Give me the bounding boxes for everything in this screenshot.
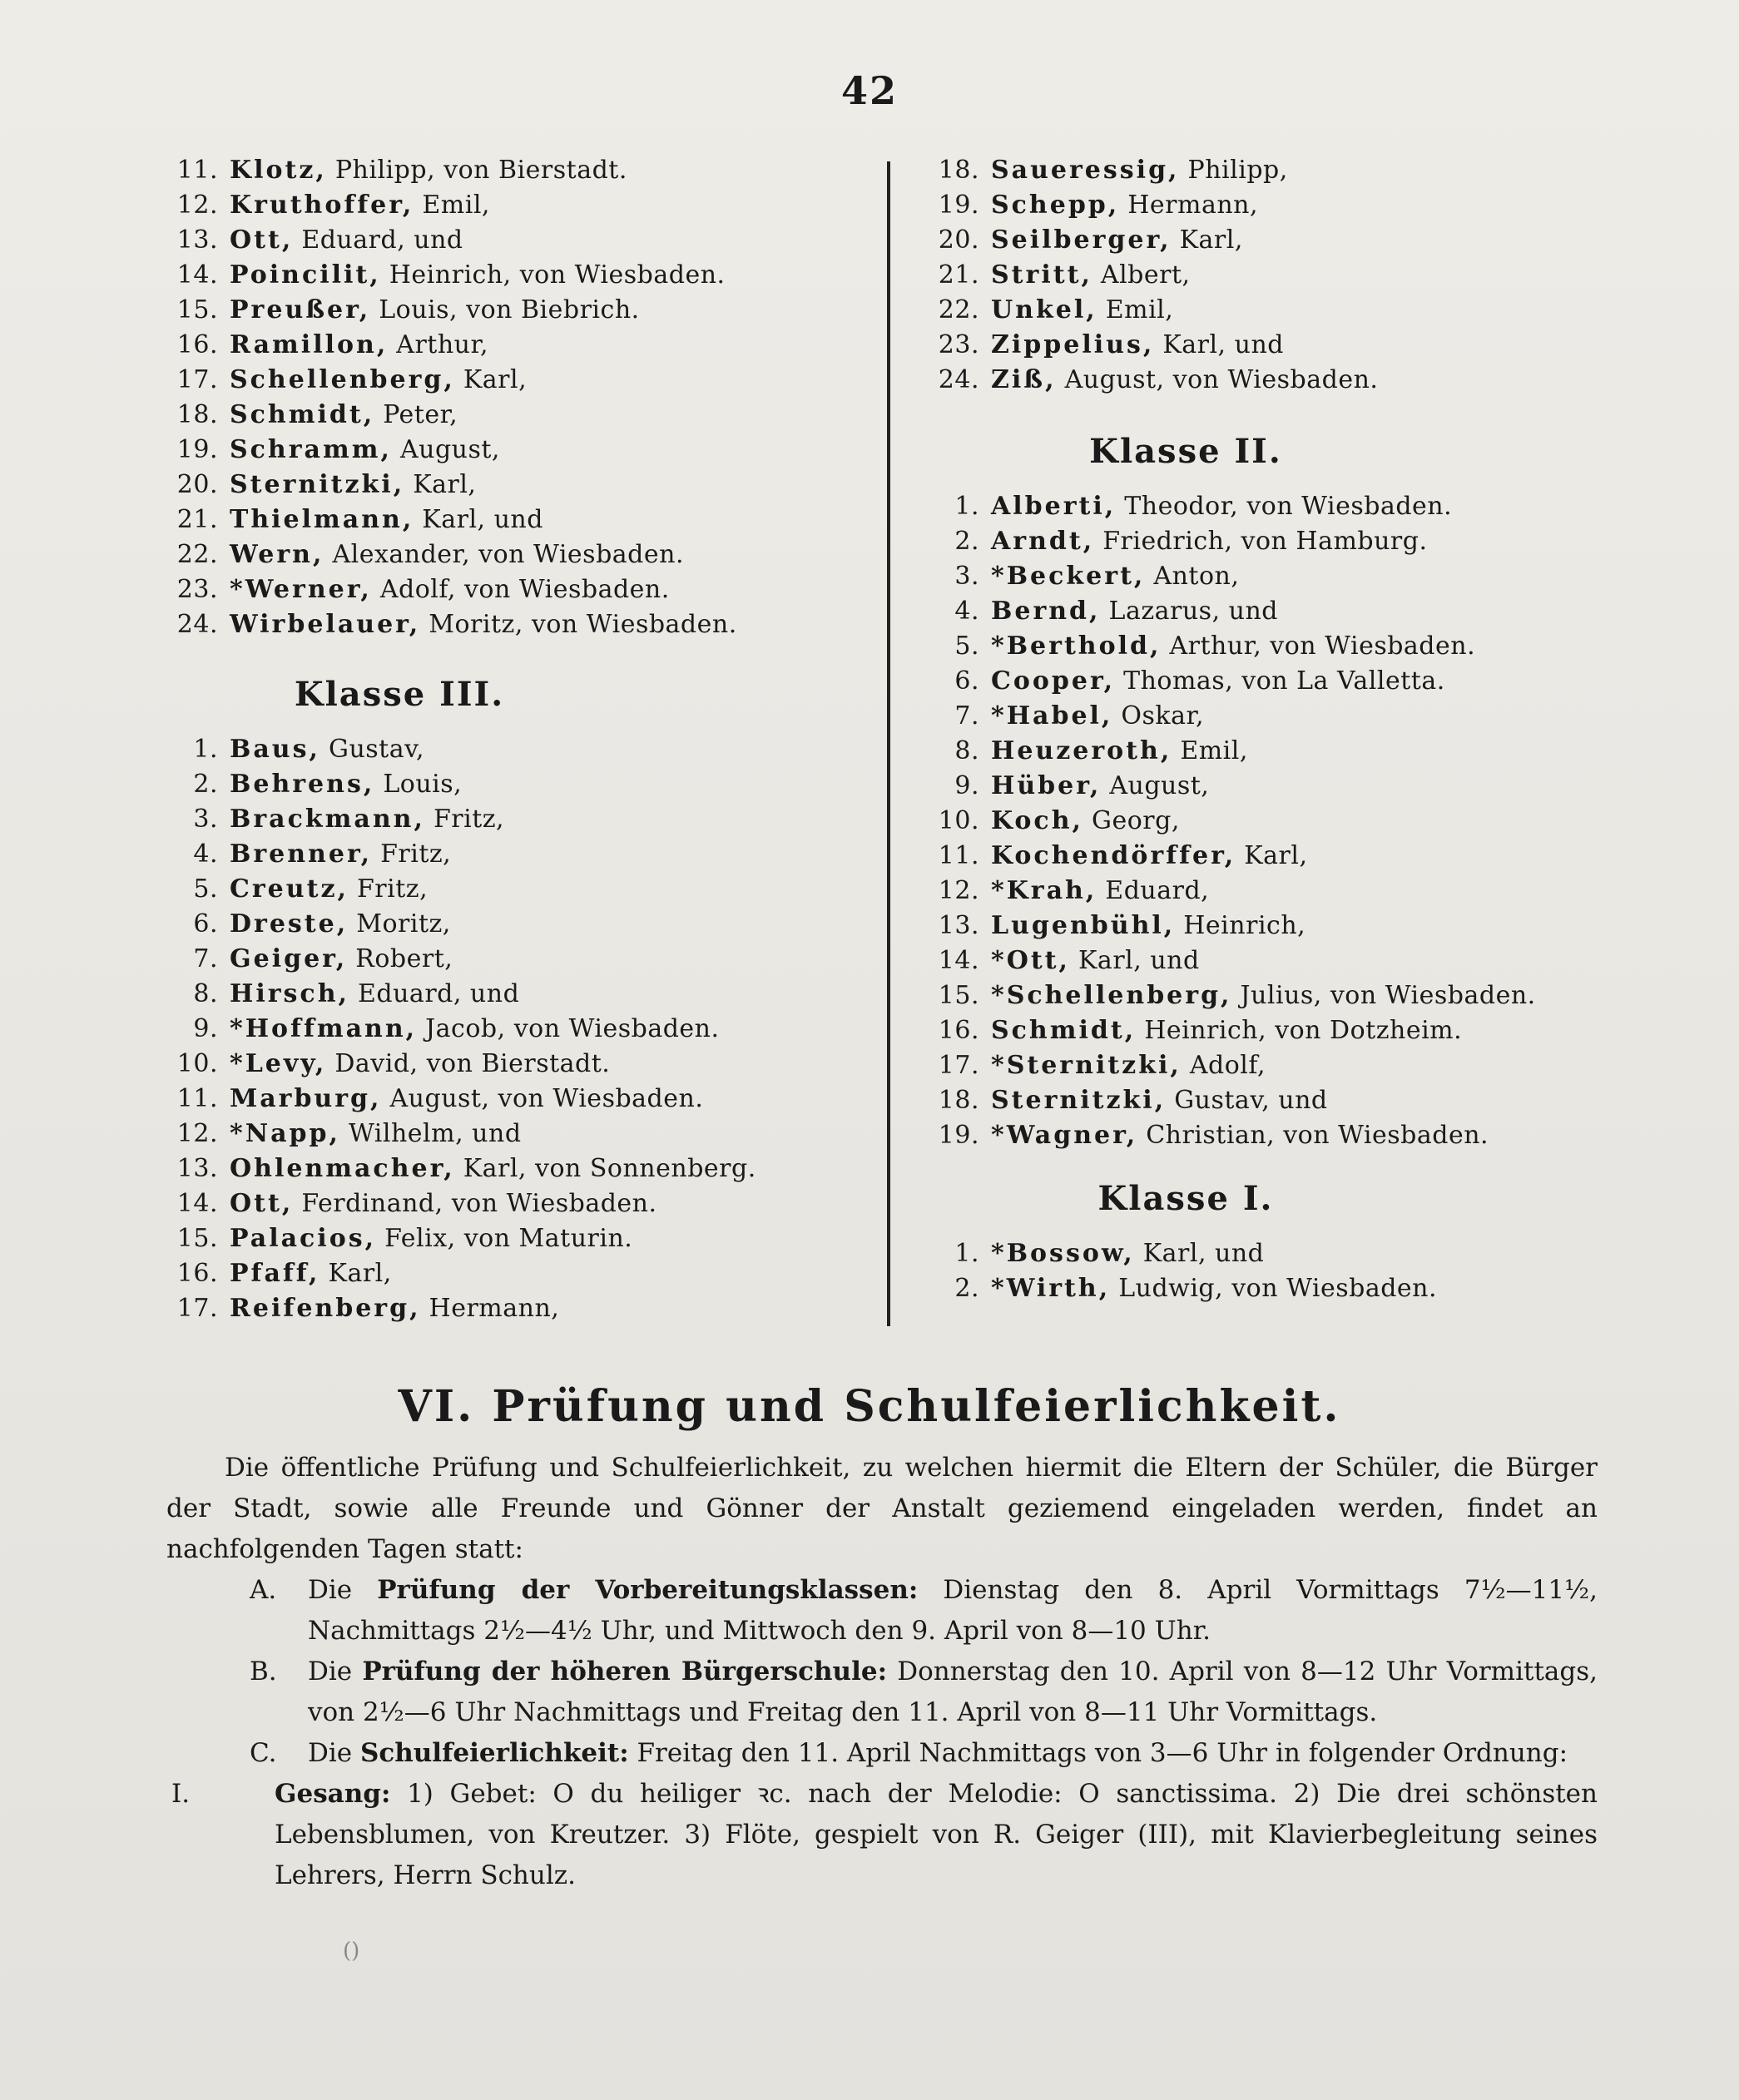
list-item-details: Jacob, von Wiesbaden. <box>417 1014 720 1043</box>
list-item-number: 22. <box>176 540 218 569</box>
schedule-item-label: Prüfung der höheren Bürgerschule: <box>362 1657 888 1686</box>
list-item-number: 17. <box>176 365 218 394</box>
list-item-details: Albert, <box>1092 260 1191 290</box>
schedule-items <box>166 1570 1598 1774</box>
list-item <box>166 1221 874 1256</box>
list-item <box>166 977 874 1012</box>
ink-smudge-mark: () <box>343 1939 360 1964</box>
list-item-details: Karl, von Sonnenberg. <box>454 1154 756 1183</box>
list-item-number: 18. <box>938 156 979 185</box>
list-item <box>166 258 874 293</box>
list-item <box>166 607 874 642</box>
list-item-details: Emil, <box>414 191 490 220</box>
list-item-surname: Reifenberg, <box>230 1294 421 1323</box>
schedule-item-text: Donnerstag den 10. April von 8—12 Uhr Vormittags, von 2½—6 Uhr Nachmittags und Freitag den 11. April von 8—11 Uhr Vormittags. <box>308 1657 1598 1727</box>
list-item <box>928 293 1635 328</box>
list-item <box>166 1082 874 1117</box>
list-item-number: 2. <box>954 527 979 556</box>
list-item-details: Georg, <box>1083 806 1180 835</box>
list-item-surname: *Werner, <box>230 575 372 604</box>
list-item-details: Anton, <box>1145 562 1240 591</box>
list-item <box>166 732 874 767</box>
list-item-number: 15. <box>176 295 218 324</box>
list-item <box>166 468 874 503</box>
list-item-surname: Bernd, <box>991 597 1101 626</box>
list-item-number: 16. <box>938 1016 979 1045</box>
right-entry-list <box>928 153 1635 398</box>
list-item <box>166 907 874 942</box>
list-item <box>166 837 874 872</box>
list-item-surname: *Wirth, <box>991 1274 1111 1303</box>
list-item <box>928 1236 1635 1271</box>
list-item-surname: Brackmann, <box>230 805 425 834</box>
list-item-details: Heinrich, <box>1175 911 1306 940</box>
program-text: 1) Gebet: O du heiliger ꝛc. nach der Melodie: O sanctissima. 2) Die drei schönsten Lebensblumen, von Kreutzer. 3) Flöte, gespielt von R. Geiger (III), mit Klavierbegleitung seines Lehrers, Herrn Schulz. <box>275 1779 1598 1890</box>
list-item-number: 1. <box>954 1239 979 1268</box>
list-item-number: 2. <box>193 770 218 799</box>
list-item-number: 20. <box>176 470 218 499</box>
list-item-number: 18. <box>938 1086 979 1115</box>
schedule-item-text: Freitag den 11. April Nachmittags von 3—6 Uhr in folgender Ordnung: <box>628 1738 1568 1768</box>
list-item <box>928 1048 1635 1083</box>
schedule-item-prefix: Die <box>308 1657 363 1686</box>
list-item-details: Fritz, <box>348 874 429 904</box>
list-item-details: Christian, von Wiesbaden. <box>1137 1121 1489 1150</box>
list-item <box>928 804 1635 839</box>
list-item-number: 19. <box>176 435 218 464</box>
list-item-number: 22. <box>938 295 979 324</box>
list-item-surname: Hirsch, <box>230 979 349 1008</box>
list-item-surname: Kruthoffer, <box>230 191 414 220</box>
list-item <box>928 1083 1635 1118</box>
list-item-surname: Baus, <box>230 735 320 764</box>
list-item-number: 8. <box>954 736 979 765</box>
list-item-details: Peter, <box>374 400 458 429</box>
list-item-surname: Schramm, <box>230 435 392 464</box>
list-item-details: Karl, und <box>1154 330 1284 359</box>
list-item-details: Moritz, <box>348 909 451 939</box>
list-item <box>928 258 1635 293</box>
list-item-details: August, von Wiesbaden. <box>1056 365 1379 394</box>
list-item <box>166 293 874 328</box>
list-item-details: August, von Wiesbaden. <box>381 1084 704 1113</box>
schedule-item <box>166 1652 1598 1733</box>
list-item-number: 3. <box>193 805 218 834</box>
list-item-details: Emil, <box>1097 295 1174 324</box>
list-item-number: 21. <box>176 505 218 534</box>
list-item-details: Adolf, von Wiesbaden. <box>371 575 670 604</box>
schedule-item-prefix: Die <box>308 1575 378 1605</box>
program-item <box>166 1774 1598 1896</box>
list-item <box>166 1291 874 1326</box>
list-item-details: Adolf, <box>1181 1051 1266 1080</box>
schedule-item-text: Dienstag den 8. April Vormittags 7½—11½, Nachmittags 2½—4½ Uhr, und Mittwoch den 9. April von 8—10 Uhr. <box>308 1575 1598 1646</box>
list-item <box>928 1118 1635 1153</box>
list-item-surname: Saueressig, <box>991 156 1180 185</box>
klasse-iii-list <box>166 732 874 1326</box>
list-item <box>166 1256 874 1291</box>
list-item-surname: Behrens, <box>230 770 375 799</box>
list-item-number: 13. <box>176 225 218 255</box>
schedule-item-label: Schulfeierlichkeit: <box>359 1738 629 1768</box>
list-item-surname: Ohlenmacher, <box>230 1154 455 1183</box>
list-item-number: 10. <box>938 806 979 835</box>
list-item <box>166 1152 874 1186</box>
list-item-details: Hermann, <box>1119 191 1259 220</box>
list-item-surname: Wirbelauer, <box>230 610 421 639</box>
list-item-surname: Marburg, <box>230 1084 382 1113</box>
left-column <box>166 153 874 1326</box>
list-item-surname: Sternitzki, <box>991 1086 1167 1115</box>
list-item <box>928 153 1635 188</box>
list-item-number: 10. <box>176 1049 218 1078</box>
list-item-details: Heinrich, von Dotzheim. <box>1136 1016 1463 1045</box>
list-item-surname: *Habel, <box>991 701 1113 731</box>
list-item <box>166 767 874 802</box>
list-item-details: Fritz, <box>372 840 452 869</box>
list-item-details: Ferdinand, von Wiesbaden. <box>293 1189 657 1218</box>
list-item-number: 23. <box>176 575 218 604</box>
list-item <box>928 223 1635 258</box>
list-item <box>166 537 874 572</box>
list-item-surname: Creutz, <box>230 874 349 904</box>
list-item-details: Hermann, <box>420 1294 560 1323</box>
list-item-number: 1. <box>193 735 218 764</box>
list-item-details: Gustav, <box>320 735 425 764</box>
list-item-surname: *Krah, <box>991 876 1097 905</box>
list-item <box>928 699 1635 734</box>
list-item-surname: *Sternitzki, <box>991 1051 1182 1080</box>
list-item-surname: Alberti, <box>991 492 1117 521</box>
list-item <box>928 664 1635 699</box>
list-item-number: 7. <box>954 701 979 731</box>
list-item-number: 15. <box>938 981 979 1010</box>
list-item <box>928 559 1635 594</box>
list-item-details: Friedrich, von Hamburg. <box>1094 527 1428 556</box>
list-item-number: 16. <box>176 330 218 359</box>
list-item-surname: *Hoffmann, <box>230 1014 418 1043</box>
list-item-number: 14. <box>938 946 979 975</box>
list-item-number: 24. <box>938 365 979 394</box>
list-item-surname: Wern, <box>230 540 325 569</box>
list-item <box>166 1117 874 1152</box>
list-item-surname: Lugenbühl, <box>991 911 1176 940</box>
list-item-details: Emil, <box>1172 736 1248 765</box>
list-item-details: Heinrich, von Wiesbaden. <box>380 260 726 290</box>
list-item-number: 9. <box>193 1014 218 1043</box>
list-item-surname: Ott, <box>230 1189 294 1218</box>
list-item-details: Arthur, von Wiesbaden. <box>1161 631 1476 661</box>
list-item-number: 12. <box>176 1119 218 1148</box>
list-item-surname: Schmidt, <box>230 400 375 429</box>
list-item-surname: Seilberger, <box>991 225 1172 255</box>
list-item <box>928 524 1635 559</box>
list-item-number: 4. <box>954 597 979 626</box>
list-item <box>166 433 874 468</box>
list-item-details: Oskar, <box>1112 701 1205 731</box>
list-item-number: 11. <box>176 1084 218 1113</box>
list-item-number: 11. <box>176 156 218 185</box>
list-item-details: Louis, von Biebrich. <box>370 295 640 324</box>
list-item-details: Robert, <box>347 944 453 973</box>
list-item-surname: *Ott, <box>991 946 1070 975</box>
list-item <box>928 594 1635 629</box>
list-item-number: 14. <box>176 1189 218 1218</box>
list-item-details: Karl, <box>454 365 528 394</box>
list-item <box>928 489 1635 524</box>
list-item-surname: *Levy, <box>230 1049 327 1078</box>
list-item <box>928 188 1635 223</box>
list-item-number: 23. <box>938 330 979 359</box>
list-item <box>166 1047 874 1082</box>
list-item-details: August, <box>391 435 500 464</box>
list-item <box>928 944 1635 978</box>
column-divider <box>887 161 890 1326</box>
list-item-number: 2. <box>954 1274 979 1303</box>
list-item <box>928 629 1635 664</box>
list-item-surname: Ziß, <box>991 365 1057 394</box>
left-entry-list <box>166 153 874 642</box>
list-item <box>166 503 874 537</box>
list-item-details: August, <box>1101 771 1210 800</box>
schedule-item-mark: C. <box>250 1738 277 1768</box>
page-number: 42 <box>840 68 898 113</box>
list-item-surname: *Napp, <box>230 1119 340 1148</box>
list-item-number: 6. <box>954 666 979 696</box>
list-item-number: 3. <box>954 562 979 591</box>
list-item-details: Gustav, und <box>1166 1086 1328 1115</box>
list-item-details: Alexander, von Wiesbaden. <box>324 540 684 569</box>
list-item-number: 6. <box>193 909 218 939</box>
list-item-details: Karl, <box>320 1259 392 1288</box>
list-item-surname: Heuzeroth, <box>991 736 1172 765</box>
list-item-details: Karl, und <box>414 505 543 534</box>
klasse-iii-heading: Klasse III. <box>294 675 505 714</box>
list-item-surname: *Schellenberg, <box>991 981 1232 1010</box>
list-item <box>928 874 1635 909</box>
list-item <box>166 1186 874 1221</box>
list-item-details: Lazarus, und <box>1100 597 1278 626</box>
list-item-surname: Zippelius, <box>991 330 1155 359</box>
klasse-i-list <box>928 1236 1635 1306</box>
list-item-details: Felix, von Maturin. <box>376 1224 633 1253</box>
list-item-surname: Schepp, <box>991 191 1120 220</box>
right-column <box>928 153 1635 1306</box>
list-item-details: Karl, <box>1236 841 1308 870</box>
list-item-number: 24. <box>176 610 218 639</box>
list-item-details: Eduard, und <box>293 225 463 255</box>
list-item-surname: Arndt, <box>991 527 1095 556</box>
list-item-surname: Stritt, <box>991 260 1092 290</box>
list-item <box>166 942 874 977</box>
list-item-surname: Dreste, <box>230 909 349 939</box>
list-item <box>928 1271 1635 1306</box>
list-item-surname: Unkel, <box>991 295 1097 324</box>
list-item-surname: Hüber, <box>991 771 1102 800</box>
list-item <box>928 328 1635 363</box>
list-item-details: Moritz, von Wiesbaden. <box>420 610 737 639</box>
list-item-number: 12. <box>176 191 218 220</box>
schedule-item <box>166 1570 1598 1652</box>
list-item-surname: *Bossow, <box>991 1239 1135 1268</box>
list-item-number: 15. <box>176 1224 218 1253</box>
list-item-number: 16. <box>176 1259 218 1288</box>
list-item <box>166 398 874 433</box>
list-item-number: 5. <box>193 874 218 904</box>
list-item-details: Thomas, von La Valletta. <box>1115 666 1445 696</box>
list-item-surname: Poincilit, <box>230 260 381 290</box>
list-item-details: Eduard, <box>1097 876 1210 905</box>
list-item <box>928 769 1635 804</box>
schedule-item-mark: B. <box>250 1657 277 1686</box>
list-item <box>166 363 874 398</box>
list-item-number: 14. <box>176 260 218 290</box>
list-item-number: 18. <box>176 400 218 429</box>
list-item-number: 9. <box>954 771 979 800</box>
list-item-surname: *Berthold, <box>991 631 1162 661</box>
list-item <box>166 1012 874 1047</box>
list-item-number: 13. <box>176 1154 218 1183</box>
list-item-details: Louis, <box>374 770 463 799</box>
list-item-surname: Preußer, <box>230 295 371 324</box>
list-item-number: 21. <box>938 260 979 290</box>
list-item-surname: Cooper, <box>991 666 1116 696</box>
list-item-number: 7. <box>193 944 218 973</box>
schedule-item-label: Prüfung der Vorbereitungsklassen: <box>377 1575 919 1605</box>
list-item-surname: *Wagner, <box>991 1121 1138 1150</box>
list-item-number: 20. <box>938 225 979 255</box>
list-item <box>928 363 1635 398</box>
klasse-i-heading: Klasse I. <box>1097 1179 1274 1218</box>
list-item <box>166 153 874 188</box>
program-label: Gesang: <box>275 1779 391 1809</box>
list-item-details: Arthur, <box>388 330 489 359</box>
list-item-number: 19. <box>938 1121 979 1150</box>
list-item <box>928 734 1635 769</box>
list-item-surname: Schmidt, <box>991 1016 1137 1045</box>
list-item-surname: Pfaff, <box>230 1259 320 1288</box>
list-item-details: Karl, und <box>1069 946 1200 975</box>
list-item-surname: Kochendörffer, <box>991 841 1236 870</box>
list-item-details: Philipp, <box>1179 156 1288 185</box>
list-item-surname: Koch, <box>991 806 1083 835</box>
list-item-details: Theodor, von Wiesbaden. <box>1116 492 1453 521</box>
schedule-item-prefix: Die <box>308 1738 360 1768</box>
list-item <box>166 872 874 907</box>
list-item-surname: Thielmann, <box>230 505 414 534</box>
list-item-surname: Schellenberg, <box>230 365 455 394</box>
section-title: VI. Prüfung und Schulfeierlichkeit. <box>398 1381 1341 1432</box>
list-item <box>166 188 874 223</box>
list-item-number: 12. <box>938 876 979 905</box>
list-item <box>166 328 874 363</box>
schedule-item-mark: A. <box>250 1575 277 1605</box>
section-intro: Die öffentliche Prüfung und Schulfeierlichkeit, zu welchen hiermit die Eltern der Schüler, die Bürger der Stadt, sowie alle Freunde und Gönner der Anstalt geziemend eingeladen werden, findet an nachfolgenden Tagen statt: <box>166 1453 1598 1564</box>
list-item-details: Karl, <box>1171 225 1243 255</box>
list-item-details: Fritz, <box>424 805 505 834</box>
list-item-surname: Palacios, <box>230 1224 377 1253</box>
list-item-surname: Sternitzki, <box>230 470 405 499</box>
list-item-details: Eduard, und <box>349 979 520 1008</box>
list-item-details: Karl, <box>404 470 477 499</box>
list-item-number: 19. <box>938 191 979 220</box>
klasse-ii-list <box>928 489 1635 1153</box>
list-item-surname: Geiger, <box>230 944 348 973</box>
list-item <box>166 802 874 837</box>
list-item-details: Ludwig, von Wiesbaden. <box>1110 1274 1438 1303</box>
list-item-surname: Klotz, <box>230 156 327 185</box>
list-item-number: 1. <box>954 492 979 521</box>
klasse-ii-heading: Klasse II. <box>1089 432 1282 471</box>
list-item-details: Philipp, von Bierstadt. <box>326 156 627 185</box>
list-item-number: 8. <box>193 979 218 1008</box>
list-item-number: 13. <box>938 911 979 940</box>
section-body <box>166 1448 1598 1896</box>
list-item-number: 17. <box>176 1294 218 1323</box>
list-item-surname: Brenner, <box>230 840 373 869</box>
list-item <box>166 223 874 258</box>
list-item <box>928 1013 1635 1048</box>
list-item <box>928 978 1635 1013</box>
list-item-details: Wilhelm, und <box>339 1119 522 1148</box>
list-item-surname: Ramillon, <box>230 330 389 359</box>
list-item-surname: *Beckert, <box>991 562 1146 591</box>
list-item-details: Julius, von Wiesbaden. <box>1231 981 1536 1010</box>
list-item <box>928 909 1635 944</box>
list-item-surname: Ott, <box>230 225 294 255</box>
list-item-number: 4. <box>193 840 218 869</box>
schedule-item <box>166 1733 1598 1774</box>
list-item <box>166 572 874 607</box>
list-item-number: 17. <box>938 1051 979 1080</box>
list-item-details: David, von Bierstadt. <box>326 1049 611 1078</box>
list-item-number: 11. <box>938 841 979 870</box>
list-item <box>928 839 1635 874</box>
list-item-number: 5. <box>954 631 979 661</box>
list-item-details: Karl, und <box>1134 1239 1265 1268</box>
program-mark: I. <box>171 1779 191 1809</box>
